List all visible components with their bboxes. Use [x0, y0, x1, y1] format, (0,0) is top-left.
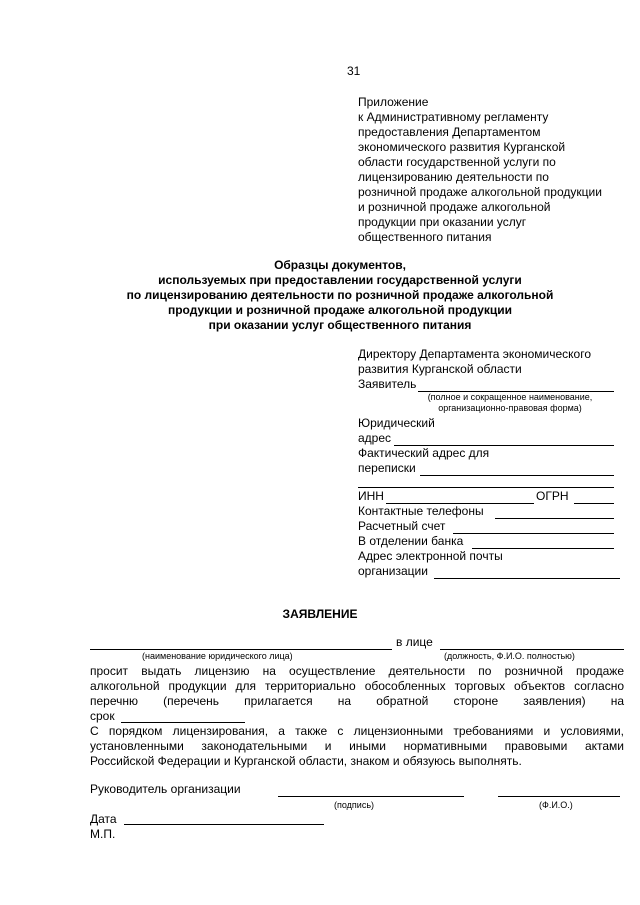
- statement-heading: ЗАЯВЛЕНИЕ: [282, 607, 358, 621]
- applicant-hint-2: организационно-правовая форма): [438, 403, 582, 413]
- ogrn-field[interactable]: [574, 490, 614, 504]
- account-label: Расчетный счет: [358, 519, 446, 533]
- addressee-line2: развития Курганской области: [358, 362, 522, 376]
- appendix-line: к Административному регламенту: [358, 110, 549, 124]
- signature-hint: (подпись): [334, 800, 375, 810]
- actual-address-label-1: Фактический адрес для: [358, 446, 490, 460]
- page-number: 31: [347, 64, 361, 78]
- name-hint: (Ф.И.О.): [539, 800, 573, 810]
- body-line-3: перечню (перечень прилагается на обратной стороне заявления) на: [90, 694, 624, 708]
- position-hint: (должность, Ф.И.О. полностью): [444, 651, 575, 661]
- title-line: Образцы документов,: [274, 258, 406, 272]
- bank-label: В отделении банка: [358, 534, 464, 548]
- appendix-line: области государственной услуги по: [358, 155, 556, 169]
- appendix-line: Приложение: [358, 95, 429, 109]
- body2-line-1: С порядком лицензирования, а также с лицензионными требованиями и условиями,: [90, 724, 624, 738]
- appendix-block: [358, 95, 602, 245]
- body-line-2: алкогольной продукции для территориально обособленных торговых объектов согласно: [90, 679, 624, 693]
- appendix-line: экономического развития Курганской: [358, 140, 566, 154]
- account-field[interactable]: [453, 520, 614, 534]
- body2-line-2: установленными законодательными и иными нормативными правовыми актами: [90, 739, 624, 753]
- email-label-1: Адрес электронной почты: [358, 549, 503, 563]
- addressee-line1: Директору Департамента экономического: [358, 347, 592, 361]
- head-label: Руководитель организации: [90, 782, 241, 796]
- position-name-field[interactable]: [440, 636, 624, 650]
- legal-address-field[interactable]: [394, 432, 614, 446]
- body2-line-3: Российской Федерации и Курганской области, знаком и обязуюсь выполнять.: [90, 754, 522, 768]
- body-line-1: просит выдать лицензию на осуществление деятельности по розничной продаже: [90, 664, 624, 678]
- signature-field[interactable]: [278, 783, 464, 797]
- actual-address-field-extra[interactable]: [358, 474, 614, 488]
- in-person-label: в лице: [396, 635, 433, 649]
- bank-field[interactable]: [472, 535, 614, 549]
- applicant-hint-1: (полное и сокращенное наименование,: [427, 392, 593, 402]
- inn-label: ИНН: [358, 489, 384, 503]
- title-line: продукции и розничной продаже алкогольной продукции: [167, 303, 513, 317]
- term-field[interactable]: [121, 709, 245, 723]
- appendix-line: общественного питания: [358, 230, 492, 244]
- entity-hint: (наименование юридического лица): [142, 651, 293, 661]
- title-line: по лицензированию деятельности по розничной продаже алкогольной: [126, 288, 554, 302]
- title-line: используемых при предоставлении государственной услуги: [158, 273, 522, 287]
- applicant-field[interactable]: [418, 378, 614, 392]
- head-name-field[interactable]: [498, 783, 620, 797]
- document-title: [100, 258, 580, 333]
- appendix-line: и розничной продаже алкогольной: [358, 200, 551, 214]
- appendix-line: продукции при оказании услуг: [358, 215, 527, 229]
- email-field[interactable]: [434, 565, 620, 579]
- appendix-line: предоставления Департаментом: [358, 125, 541, 139]
- appendix-line: розничной продаже алкогольной продукции: [358, 185, 602, 199]
- appendix-line: лицензированию деятельности по: [358, 170, 549, 184]
- phones-field[interactable]: [495, 505, 614, 519]
- actual-address-label-2: переписки: [358, 461, 416, 475]
- inn-field[interactable]: [386, 490, 534, 504]
- entity-name-field[interactable]: [90, 636, 392, 650]
- stamp-label: М.П.: [90, 827, 116, 841]
- term-label: срок: [90, 709, 115, 723]
- date-label: Дата: [90, 812, 117, 826]
- legal-address-label-1: Юридический: [358, 416, 435, 430]
- legal-address-label-2: адрес: [358, 431, 392, 445]
- email-label-2: организации: [358, 564, 428, 578]
- title-line: при оказании услуг общественного питания: [208, 318, 472, 332]
- date-field[interactable]: [124, 811, 324, 825]
- applicant-label: Заявитель: [358, 377, 417, 391]
- phones-label: Контактные телефоны: [358, 504, 484, 518]
- ogrn-label: ОГРН: [536, 489, 569, 503]
